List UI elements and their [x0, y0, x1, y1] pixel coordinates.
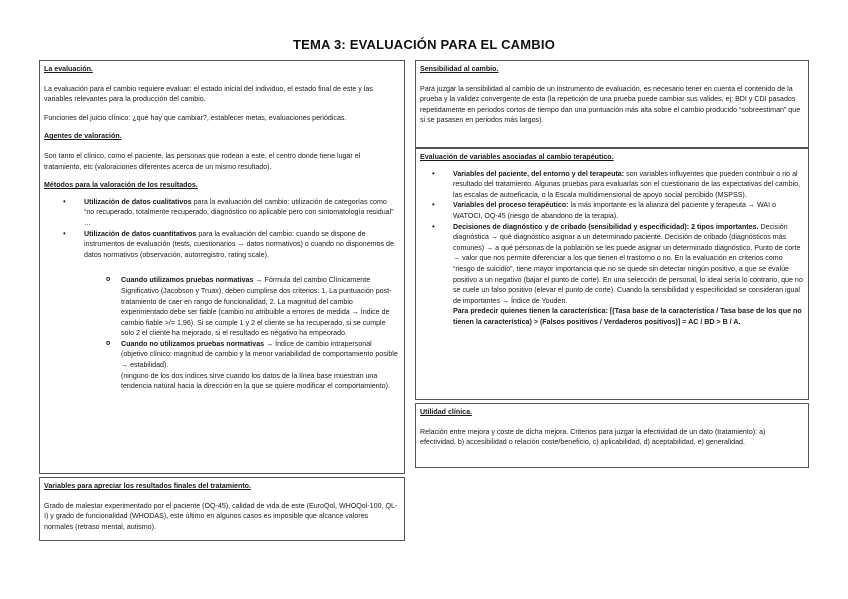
- normative-list: [44, 275, 399, 392]
- list-item: [453, 222, 803, 328]
- sensitivity-section: [415, 60, 809, 148]
- clinical-utility-section: [415, 403, 809, 468]
- agents-paragraph: Son tanto el clínico, como el paciente, las personas que rodean a este, el centro donde tiene lugar el tratamiento, etc (valoraciones diferentes acerca de un mismo resultado).: [44, 151, 361, 171]
- diagnosis-decisions-label: Decisiones de diagnóstico y de cribado (sensibilidad y especificidad): 2 tipos importantes.: [453, 222, 759, 231]
- associated-variables-list: [420, 169, 803, 328]
- non-normative-label: Cuando no utilizamos pruebas normativas: [121, 339, 265, 348]
- quantitative-text: para la evaluación del cambio: cuando se dispone de instrumentos de evaluación (tests, cuestionarios → datos normativos) o cuando no disponemos de datos normativos (observación, autorregistro, rating scale).: [84, 229, 394, 259]
- evaluation-paragraph: La evaluación para el cambio requiere evaluar: el estado inicial del individuo, el estado final de este y las variables relevantes para la producción del cambio.: [44, 84, 373, 104]
- patient-variables-label: Variables del paciente, del entorno y del terapeuta:: [453, 169, 625, 178]
- agents-heading: Agentes de valoración.: [44, 132, 122, 141]
- final-variables-paragraph: Grado de malestar experimentado por el paciente (OQ-45), calidad de vida de este (EuroQol, WHOQol-100, QL-I) y grado de funcionalidad (WHODAS), este último en algunos casos es imposible que alcance valores normales (retraso mental, autismo).: [44, 501, 398, 531]
- clinical-utility-heading: Utilidad clínica.: [420, 408, 473, 416]
- non-normative-note: (ninguno de los dos índices sirve cuando los datos de la línea base muestran una tendencia natural hacia la dirección en la que se quiere modificar el comportamiento).: [121, 371, 390, 391]
- page-title: TEMA 3: EVALUACIÓN PARA EL CAMBIO: [292, 37, 556, 52]
- process-variables-text: la más importante es la alianza del paciente y terapeuta → WAI o WATOCI, OQ-45 (riesgo de abandono de la terapia).: [453, 201, 777, 220]
- list-item: [121, 275, 399, 339]
- quantitative-label: Utilización de datos cuantitativos: [84, 229, 197, 238]
- methods-list: [44, 197, 399, 261]
- methods-heading: Métodos para la valoración de los resultados.: [44, 181, 198, 190]
- sensitivity-paragraph: Para juzgar la sensibilidad al cambio de un instrumento de evaluación, es necesario tener en cuenta el contenido de la prueba y la validez convergente de esta (la repetición de una prueba puede cambiar sus valides, ej: BDI y CDI pasados repetidamente en periodos cortos de tiempo dan una puntuación más alta sobre el cambio producido “sobreestiman” que si se pasasen en periodos más largos).: [420, 84, 801, 125]
- list-item: [121, 339, 399, 392]
- associated-variables-heading: Evaluación de variables asociadas al cambio terapéutico.: [420, 153, 614, 161]
- evaluation-heading: La evaluación.: [44, 65, 93, 73]
- clinical-utility-paragraph: Relación entre mejora y coste de dicha mejora. Criterios para juzgar la efectividad de un dato (tratamiento): a) efectividad, b) accesibilidad o relación coste/beneficio, c) aplicabilidad, d) aceptabilidad, e) generalidad.: [420, 427, 766, 447]
- sensitivity-heading: Sensibilidad al cambio.: [420, 65, 499, 73]
- clinical-judgement-paragraph: Funciones del juicio clínico: ¿qué hay que cambiar?, establecer metas, evaluaciones periódicas.: [44, 113, 347, 122]
- list-item: [84, 229, 399, 261]
- prediction-formula: Para predecir quienes tienen la característica: [(Tasa base de la característica / Tasa base de los que no tienen la característica) > (Falsos positivos / Verdaderos positivos)] = AC / BD > B / A.: [453, 307, 802, 326]
- final-variables-section: [39, 477, 405, 541]
- list-item: [453, 169, 803, 201]
- associated-variables-section: [415, 148, 809, 400]
- normative-label: Cuando utilizamos pruebas normativas: [121, 276, 254, 285]
- process-variables-label: Variables del proceso terapéutico:: [453, 201, 569, 210]
- patient-variables-text: son variables influyentes que pueden contribuir o no al resultado del tratamiento. Algunas pruebas para evaluarlas son el cuestionario de las expectativas del cambio, las escalas de autoeficacia, o la Escala multidimensional de apoyo social percibido (MSPSS).: [453, 169, 801, 199]
- normative-text: → Fórmula del cambio Clínicamente Significativo (Jacobson y Truax), deben cumplirse dos criterios: 1. La puntuación post-tratamiento de caer en rango de funcionalidad, 2. La magnitud del cambio experimentado debe ser fiable (cambio no atribuible a errores de medida → Índice de cambio fiable >/= 1,96). Si se cumple 1 y 2 el cliente se ha recuperado, si se cumple solo 2 el cliente ha mejorado, si el resultado es negativo ha empeorado.: [121, 276, 392, 338]
- non-normative-text: → Índice de cambio intrapersonal (objetivo clínico: magnitud de cambio y la menor variabilidad de comportamiento posible → estabilidad).: [121, 339, 398, 370]
- final-variables-heading: Variables para apreciar los resultados finales del tratamiento.: [44, 482, 251, 490]
- list-item: [84, 197, 399, 229]
- diagnosis-decisions-text: Decisión diagnóstica → qué diagnóstico asignar a un determinado paciente. Decisión de cribado (diagnósticos más comunes) → a qué personas de la población se les puede asignar un determinado diagnóstico. Punto de corte → valor que nos permite diferenciar a los que tienen el trastorno o no. En la evaluación en criterios como “riesgo de suicidio”, tiene mayor importancia que no se quede sin detectar ningún positivo, a que se evalúe positivo a un negativo (bajar el punto de corte). En una selección de personal, lo ideal sería lo contrario, que no se cuele un falso positivo (elevar el punto de corte). Cuando la sensibilidad y especificidad se consideran igual de importantes → Índice de Youden.: [453, 222, 803, 305]
- list-item: [453, 200, 803, 221]
- qualitative-text: para la evaluación del cambio: utilización de categorías como “no recuperado, totalmente recuperado, diagnóstico no aplicable pero con sintomatología residual” …: [84, 197, 394, 227]
- qualitative-label: Utilización de datos cualitativos: [84, 197, 192, 206]
- evaluation-section: [39, 60, 405, 474]
